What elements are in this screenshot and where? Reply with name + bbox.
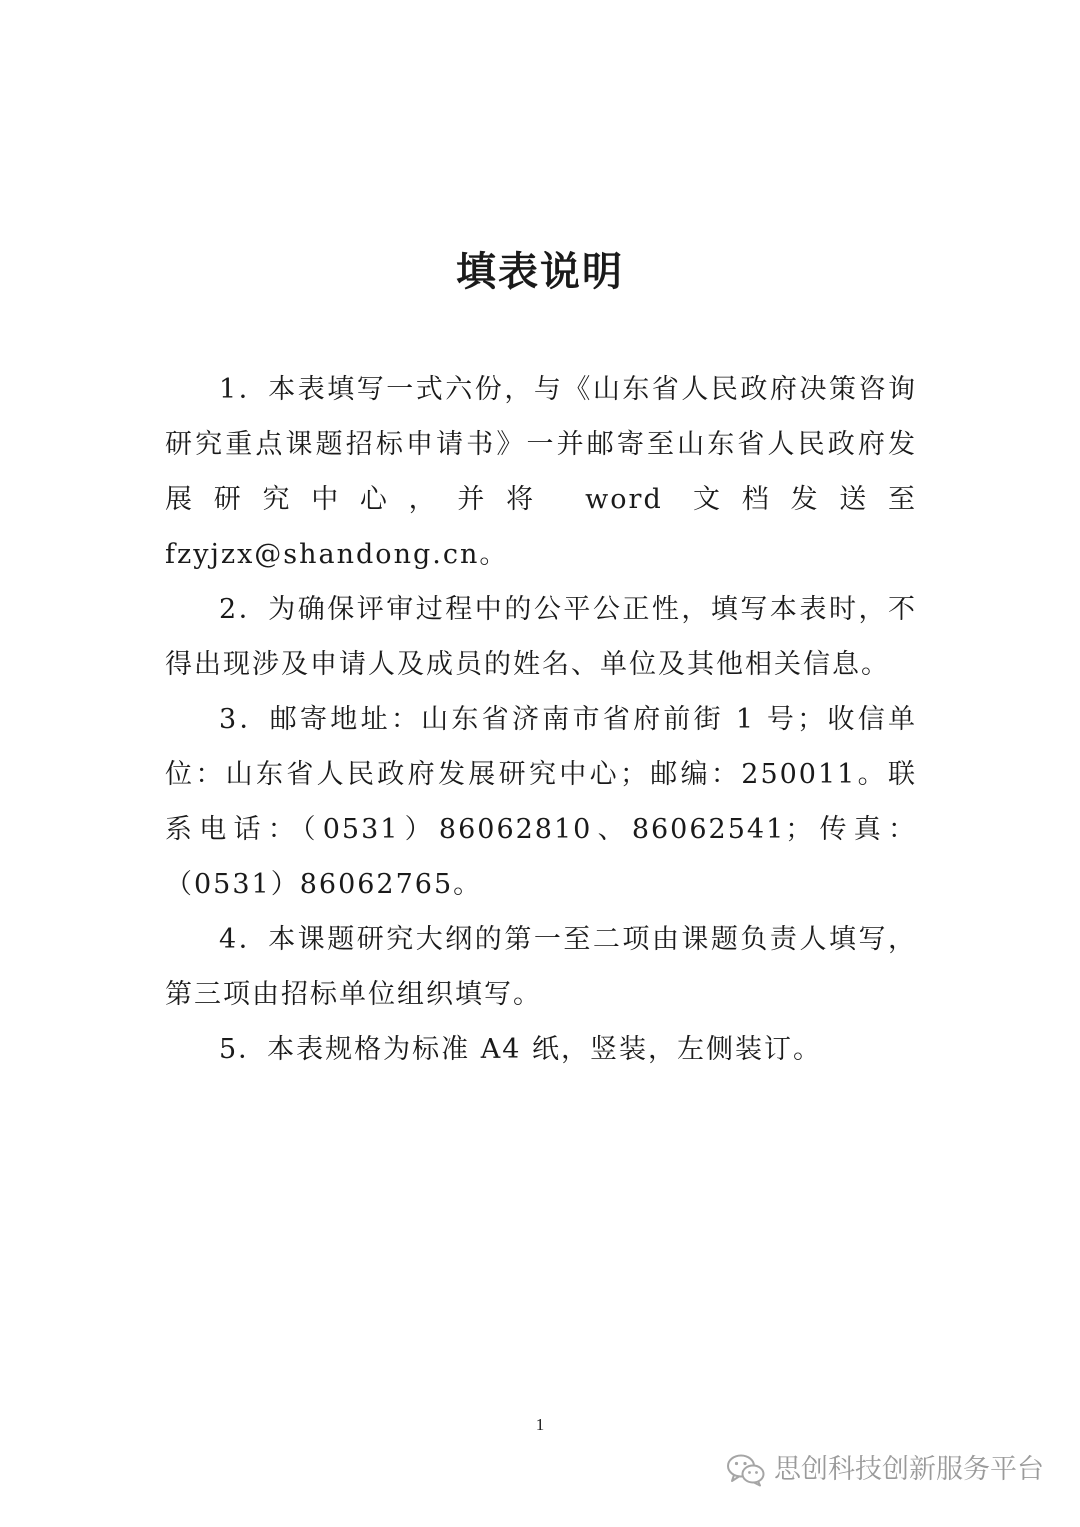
- instruction-list: [165, 362, 917, 1077]
- instruction-item-1: 1．本表填写一式六份，与《山东省人民政府决策咨询研究重点课题招标申请书》一并邮寄至山东省人民政府发展研究中心，并将 word 文档发送至 fzyjzx@shandong.cn。: [165, 374, 917, 570]
- wechat-icon: [726, 1453, 766, 1487]
- instruction-item-3: 3．邮寄地址：山东省济南市省府前街 1 号；收信单位：山东省人民政府发展研究中心；邮编：250011。联系电话：（0531）86062810、86062541；传真：（0531）86062765。: [165, 704, 917, 900]
- instruction-item-4: 4．本课题研究大纲的第一至二项由课题负责人填写，第三项由招标单位组织填写。: [165, 924, 917, 1010]
- watermark-text: 思创科技创新服务平台: [774, 1454, 1044, 1485]
- instruction-item-2: 2．为确保评审过程中的公平公正性，填写本表时，不得出现涉及申请人及成员的姓名、单位及其他相关信息。: [165, 594, 917, 680]
- watermark: [726, 1452, 1044, 1488]
- instruction-item-5: 5．本表规格为标准 A4 纸，竖装，左侧装订。: [219, 1034, 823, 1065]
- page-number: 1: [535, 1415, 545, 1434]
- page-title: 填表说明: [456, 249, 624, 295]
